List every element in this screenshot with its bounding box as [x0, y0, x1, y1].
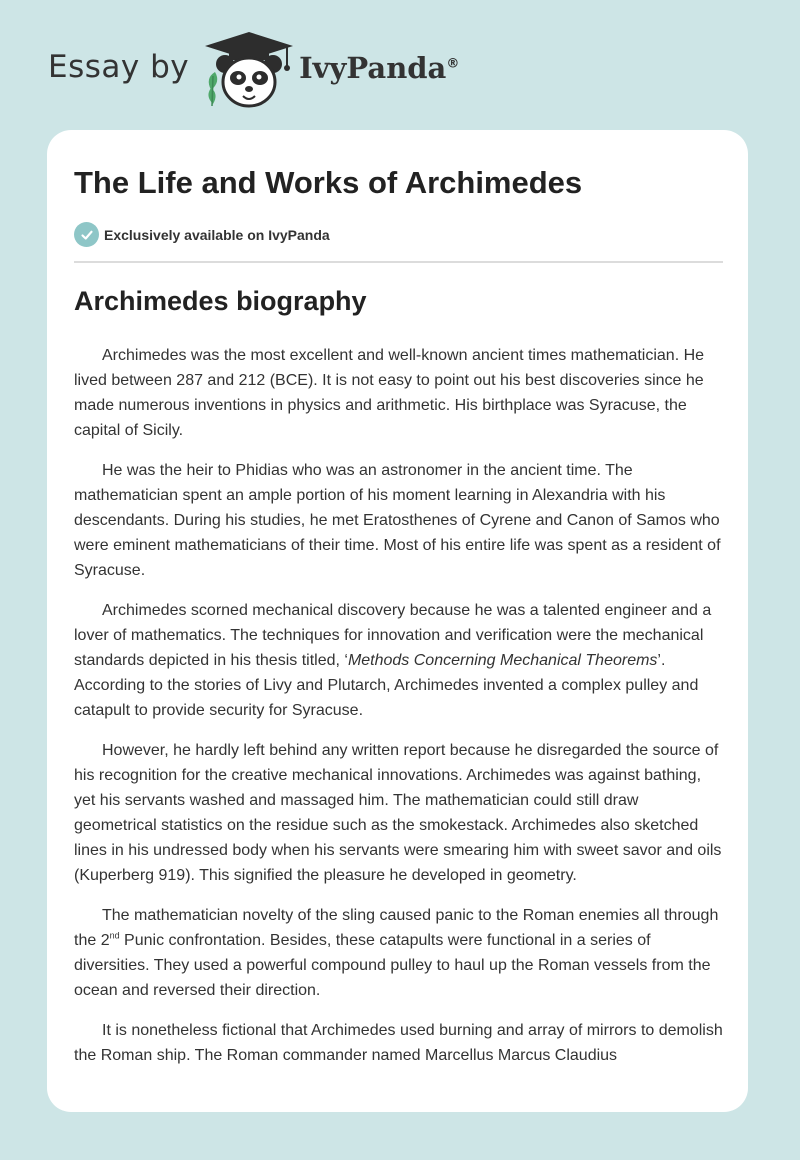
section-heading: Archimedes biography: [74, 286, 367, 316]
paragraph: However, he hardly left behind any written report because he disregarded the source of his recognition for the creative mechanical innovations. Archimedes was against bathing, yet his servants washed and massaged him. The mathematician could still draw geometrical statistics on the residue such as the smokestack. Archimedes also sketched lines in his undressed body when his servants were smearing him with sweet savor and oils (Kuperberg 919). This signified the pleasure he developed in geometry.: [74, 742, 722, 884]
brand-name: IvyPanda®: [299, 51, 460, 85]
paragraph: He was the heir to Phidias who was an astronomer in the ancient time. The mathematician spent an ample portion of his moment learning in Alexandria with his descendants. During his studies, he met Eratosthenes of Cyrene and Canon of Samos who were eminent mathematicians of their time. Most of his entire life was spent as a resident of Syracuse.: [74, 462, 721, 579]
essay-by-label: Essay by: [48, 49, 190, 85]
paragraph: Archimedes was the most excellent and well-known ancient times mathematician. He lived between 287 and 212 (BCE). It is not easy to point out his best discoveries since he made numerous inventions in physics and arithmetic. His birthplace was Syracuse, the capital of Sicily.: [74, 347, 705, 439]
paragraph: It is nonetheless fictional that Archimedes used burning and array of mirrors to demolish the Roman ship. The Roman commander named Marcellus Marcus Claudius: [74, 1022, 723, 1064]
brand-header: [48, 30, 459, 110]
check-circle-icon: [74, 222, 99, 247]
badge-label: Exclusively available on IvyPanda: [104, 226, 330, 243]
paragraph: The mathematician novelty of the sling caused panic to the Roman enemies all through the 2nd Punic confrontation. Besides, these catapults were functional in a series of diversities. They used a powerful compound pulley to haul up the Roman vessels from the ocean and reversed their direction.: [74, 907, 719, 999]
thesis-title: Methods Concerning Mechanical Theorems: [347, 652, 658, 669]
divider: [74, 261, 723, 263]
panda-graduate-icon: [203, 30, 295, 110]
essay-title: The Life and Works of Archimedes: [74, 165, 583, 200]
essay-body: [74, 343, 723, 1083]
paragraph: Archimedes scorned mechanical discovery because he was a talented engineer and a lover of mathematics. The techniques for innovation and verification were the mechanical standards depicted in his thesis titled, ‘Methods Concerning Mechanical Theorems’. According to the stories of Livy and Plutarch, Archimedes invented a complex pulley and catapult to provide security for Syracuse.: [74, 602, 712, 719]
essay-card: [47, 130, 748, 1112]
exclusive-badge: [74, 222, 330, 247]
